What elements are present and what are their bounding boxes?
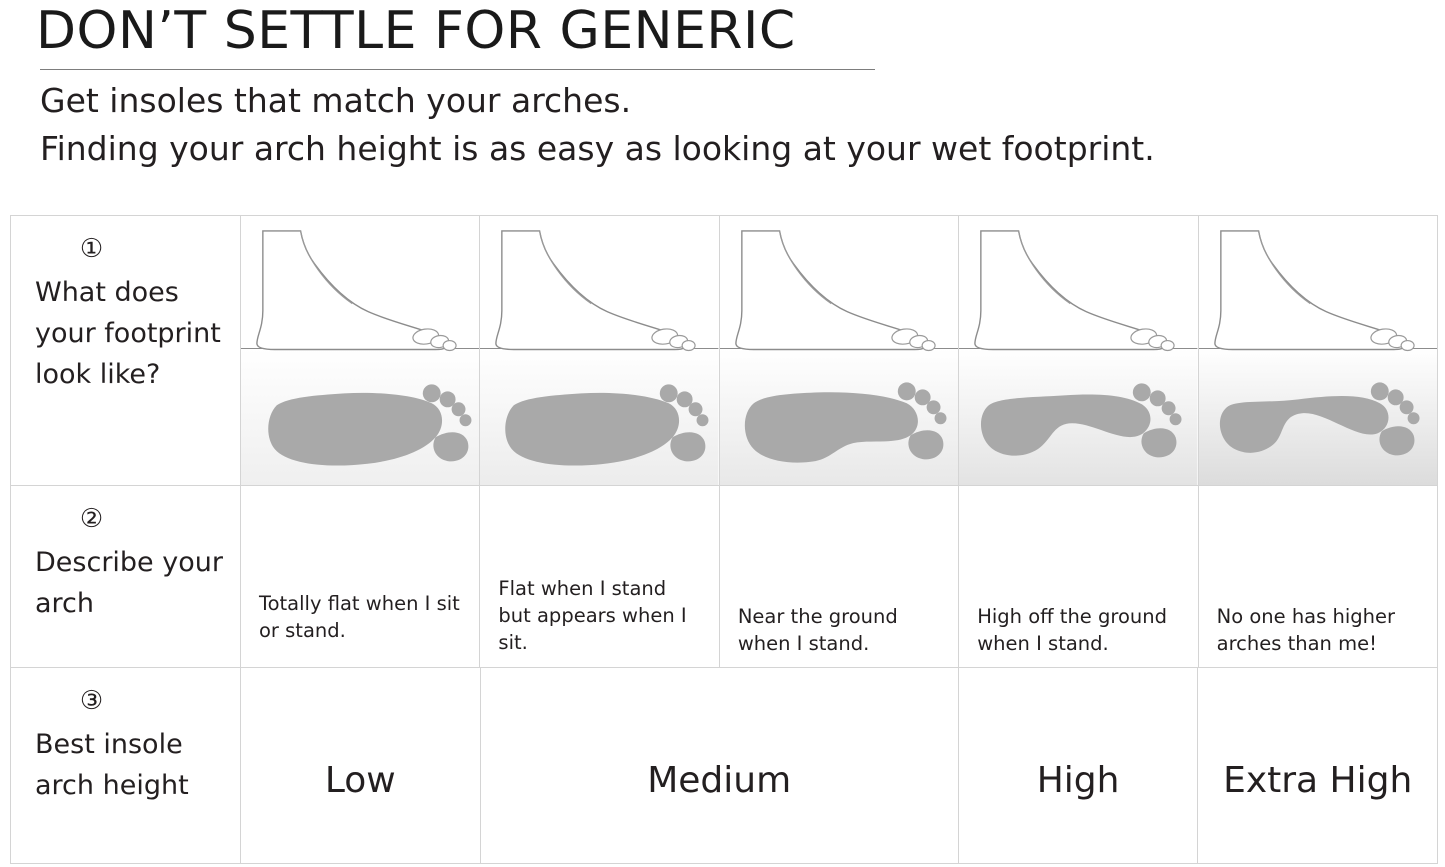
row-label-best-insole [11, 668, 241, 863]
description-cell-3 [720, 486, 959, 667]
footprint-cell-1 [241, 216, 480, 485]
description-text: Flat when I stand but appears when I sit. [498, 577, 687, 654]
description-text: High off the ground when I stand. [977, 605, 1167, 655]
table-row-footprints [11, 216, 1438, 486]
footprint-illustration-low-arch [720, 216, 958, 485]
description-text: Near the ground when I stand. [737, 605, 898, 655]
step-label-1: What does your footprint look like? [35, 277, 221, 390]
step-label-2: Describe your arch [35, 547, 223, 619]
step-number-2: ② [79, 504, 104, 534]
row-label-describe [11, 486, 241, 667]
step-number-1: ① [79, 234, 104, 264]
table-row-descriptions [11, 486, 1438, 668]
description-text: Totally flat when I sit or stand. [259, 592, 460, 642]
description-cell-5 [1199, 486, 1438, 667]
footprint-cell-3 [720, 216, 959, 485]
arch-height-high: High [959, 668, 1199, 863]
arch-height-low: Low [241, 668, 481, 863]
subtitle-line-2: Finding your arch height is as easy as looking at your wet footprint. [40, 129, 1155, 168]
footprint-cell-4 [959, 216, 1198, 485]
table-row-arch-height [11, 668, 1438, 864]
arch-height-medium: Medium [481, 668, 959, 863]
arch-height-extra-high: Extra High [1198, 668, 1438, 863]
footprint-illustration-flat [241, 216, 479, 485]
title-divider [40, 69, 875, 70]
step-number-3: ③ [79, 686, 104, 716]
step-label-3: Best insole arch height [35, 729, 189, 801]
footprint-illustration-extra-high-arch [1199, 216, 1437, 485]
description-cell-2 [480, 486, 719, 667]
page-title: DON’T SETTLE FOR GENERIC [36, 1, 796, 61]
description-cell-4 [959, 486, 1198, 667]
subtitle-line-1: Get insoles that match your arches. [40, 81, 632, 120]
header [0, 0, 1445, 173]
arch-comparison-table [10, 215, 1438, 864]
description-cell-1 [241, 486, 480, 667]
footprint-illustration-flat-sit [480, 216, 718, 485]
footprint-illustration-high-arch [959, 216, 1197, 485]
footprint-cell-2 [480, 216, 719, 485]
description-text: No one has higher arches than me! [1216, 605, 1396, 655]
row-label-footprint [11, 216, 241, 485]
footprint-cell-5 [1199, 216, 1438, 485]
